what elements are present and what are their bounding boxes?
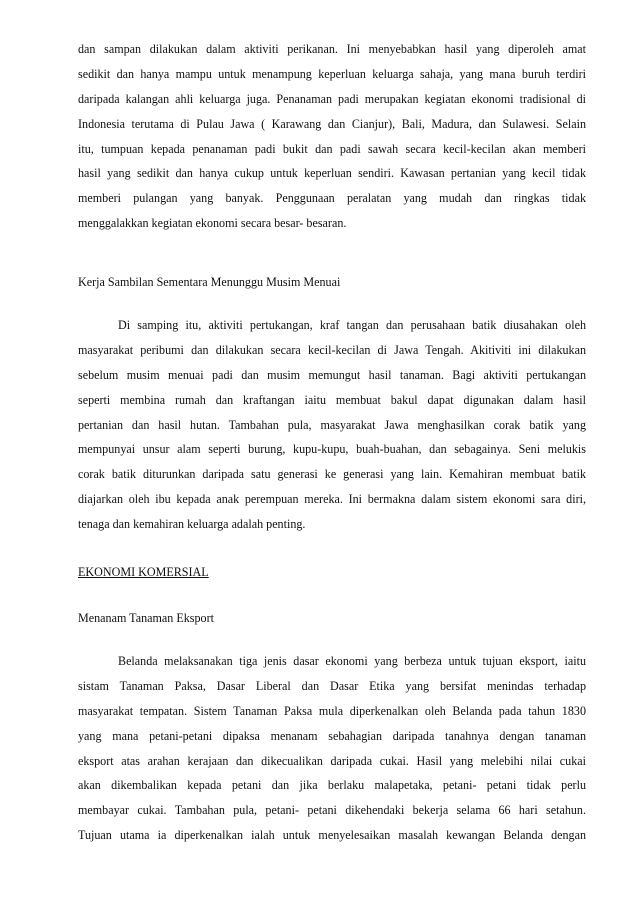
paragraph-line: dan sampan dilakukan dalam aktiviti perikanan. Ini menyebabkan hasil yang diperoleh amat [78, 42, 586, 56]
paragraph-line: yang mana petani-petani dipaksa menanam sebahagian daripada tanahnya dengan tanaman [78, 728, 586, 743]
paragraph-line: pertanian dan hasil hutan. Tambahan pula, masyarakat Jawa menghasilkan corak batik yang [78, 417, 586, 432]
paragraph-line: seperti membina rumah dan kraftangan iaitu membuat bakul dapat digunakan dalam hasil [78, 392, 586, 407]
paragraph-line: masyarakat peribumi dan dilakukan secara kecil-kecilan di Jawa Tengah. Akitiviti ini dilakukan [78, 342, 586, 357]
paragraph-line: corak batik diturunkan daripada satu generasi ke generasi yang lain. Kemahiran membuat batik [78, 467, 586, 482]
paragraph-line: daripada kalangan ahli keluarga juga. Penanaman padi merupakan kegiatan ekonomi tradisional di [78, 91, 586, 106]
paragraph-side-work [78, 313, 586, 537]
paragraph-line: tenaga dan kemahiran keluarga adalah penting. [78, 517, 306, 532]
paragraph-line: Tujuan utama ia diperkenalkan ialah untuk menyelesaikan masalah kewangan Belanda dengan [78, 828, 586, 843]
paragraph-export-crops [78, 649, 586, 848]
paragraph-line: sebelum musim menuai padi dan musim memungut hasil tanaman. Bagi aktiviti pertukangan [78, 367, 586, 382]
paragraph-line: mempunyai unsur alam seperti burung, kupu-kupu, buah-buahan, dan sebagainya. Seni melukis [78, 442, 586, 457]
paragraph-line: Belanda melaksanakan tiga jenis dasar ekonomi yang berbeza untuk tujuan eksport, iaitu [118, 654, 586, 668]
paragraph-fishing-rice [78, 37, 586, 236]
section-heading-kerja-sambilan: Kerja Sambilan Sementara Menunggu Musim Menuai [78, 275, 341, 289]
paragraph-line: hasil yang sedikit dan hanya cukup untuk keperluan sendiri. Kawasan pertanian yang kecil tidak [78, 166, 586, 181]
paragraph-line: diajarkan oleh ibu kepada anak perempuan mereka. Ini bermakna dalam sistem ekonomi sara diri, [78, 492, 586, 507]
paragraph-line: eksport atas arahan kerajaan dan dikecualikan daripada cukai. Hasil yang melebihi nilai cukai [78, 753, 586, 768]
paragraph-line: Di samping itu, aktiviti pertukangan, kraf tangan dan perusahaan batik diusahakan oleh [118, 318, 586, 332]
paragraph-line: sistam Tanaman Paksa, Dasar Liberal dan Dasar Etika yang bersifat menindas terhadap [78, 678, 586, 693]
paragraph-line: menggalakkan kegiatan ekonomi secara besar- besaran. [78, 216, 347, 231]
section-heading-ekonomi-komersial: EKONOMI KOMERSIAL [78, 565, 209, 579]
paragraph-line: Indonesia terutama di Pulau Jawa ( Karawang dan Cianjur), Bali, Madura, dan Sulawesi. Selain [78, 116, 586, 131]
paragraph-line: membayar cukai. Tambahan pula, petani- petani dikehendaki bekerja selama 66 hari setahun. [78, 803, 586, 818]
paragraph-line: itu, tumpuan kepada penanaman padi bukit dan padi sawah secara kecil-kecilan akan memberi [78, 141, 586, 156]
paragraph-line: memberi pulangan yang banyak. Penggunaan peralatan yang mudah dan ringkas tidak [78, 191, 586, 206]
paragraph-line: sedikit dan hanya mampu untuk menampung keperluan keluarga sahaja, yang mana buruh terdiri [78, 66, 586, 81]
paragraph-line: masyarakat tempatan. Sistem Tanaman Paksa mula diperkenalkan oleh Belanda pada tahun 1830 [78, 703, 586, 718]
paragraph-line: akan dikembalikan kepada petani dan jika berlaku malapetaka, petani- petani tidak perlu [78, 778, 586, 793]
subsection-heading-tanaman-eksport: Menanam Tanaman Eksport [78, 611, 214, 625]
